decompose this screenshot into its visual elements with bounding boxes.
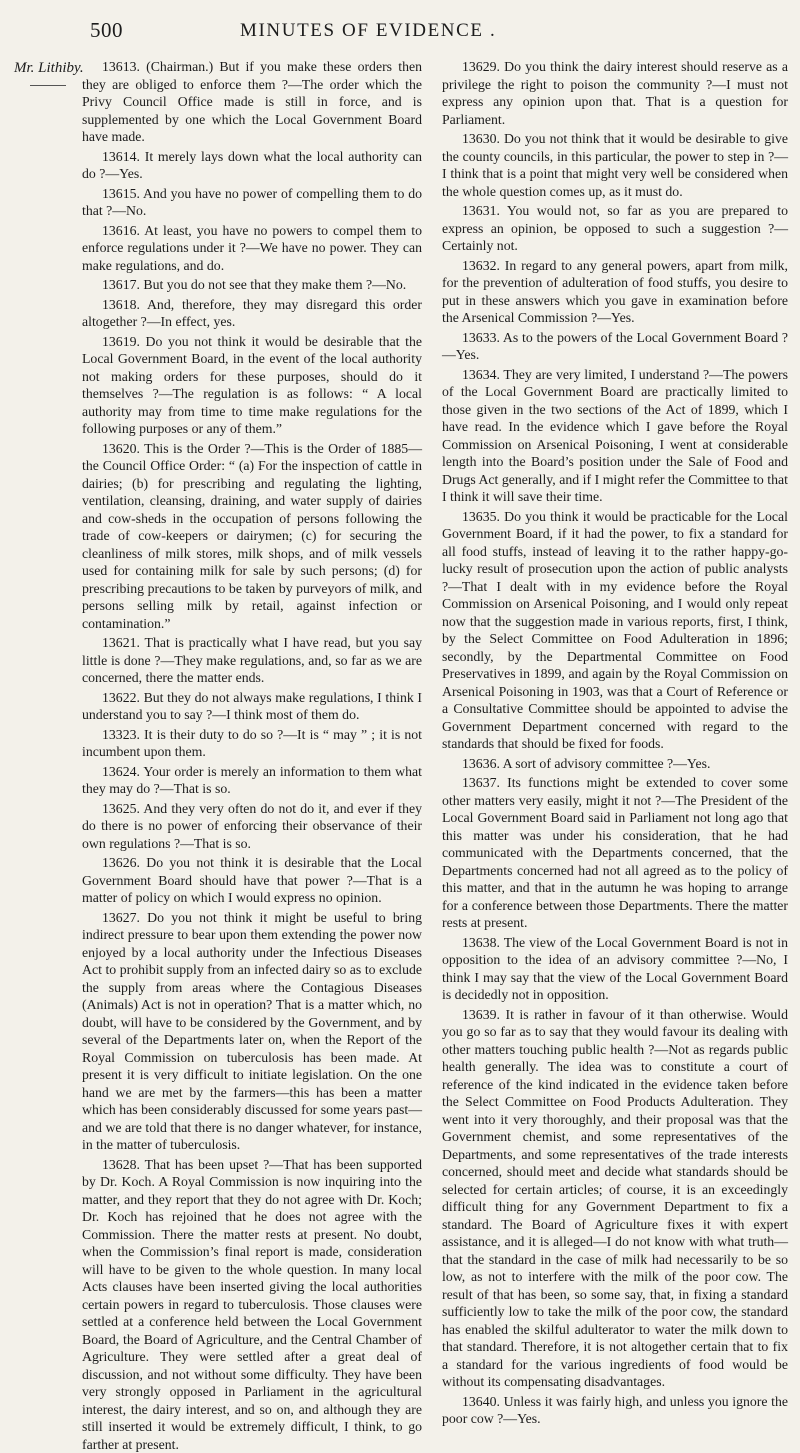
paragraph: 13640. Unless it was fairly high, and unless you ignore the poor cow ?—Yes. [442,1393,788,1428]
paragraph: 13323. It is their duty to do so ?—It is “ may ” ; it is not incumbent upon them. [82,726,422,761]
paragraph: 13639. It is rather in favour of it than otherwise. Would you go so far as to say that they would favour its dealing with other matters touching public health ?—Not as regards public health generally. The idea was to constitute a court of reference of the kind indicated in the evidence taken before the Select Committee on Food Products Adulteration. They went into it very thoroughly, and their proposal was that the Government chemist, and some representatives of the Departments, and some representatives of the trade interests concerned, should meet and decide what standards should be selected for certain articles; of course, it is an exceedingly difficult thing for any Government Department to fix a standard. The Board of Agriculture fixes it with expert assistance, and it is alleged—I do not know with what truth—that the standard in the case of milk had necessarily to be so low, as not to interfere with the milk of the poor cow. The result of that has been, so some say, that, in fixing a standard sufficiently low to take the milk of the poor cow, the standard has enabled the skilful adulterator to water the milk down to that standard. Therefore, it is not altogether certain that to fix a standard for the various ingredients of food would be without its compensating disadvantages. [442,1006,788,1391]
paragraph: 13624. Your order is merely an information to them what they may do ?—That is so. [82,763,422,798]
paragraph: 13634. They are very limited, I understand ?—The powers of the Local Government Board are practically limited to those given in the two sections of the Act of 1899, which I have read. In the evidence which I gave before the Royal Commission on Arsenical Poisoning, I went at considerable length into the Board’s position under the Sale of Food and Drugs Act generally, and if I might refer the Committee to that I think it will save their time. [442,366,788,506]
witness-margin-name: Mr. Lithiby. [14,60,84,77]
paragraph: 13626. Do you not think it is desirable that the Local Government Board should have that power ?—That is a matter of policy on which I would express no opinion. [82,854,422,907]
paragraph: 13614. It merely lays down what the local authority can do ?—Yes. [82,148,422,183]
paragraph: 13627. Do you not think it might be useful to bring indirect pressure to bear upon them extending the power now enjoyed by a local authority under the Infectious Diseases Act to prohibit supply from an infected dairy so as to exclude the supply from areas where the Contagious Diseases (Animals) Act is not in operation? That is a matter which, no doubt, will have to be considered by the Government, and by several of the Departments later on, when the Report of the Royal Commission on tuberculosis has been made. At present it is very difficult to initiate legislation. On the one hand we are met by the farmers—this has been a matter which has been considerably discussed for some years past—and we are told that there is no danger whatever, for instance, in the matter of tuberculosis. [82,909,422,1154]
right-column [442,58,788,1268]
left-column [82,58,422,1268]
paragraph: 13625. And they very often do not do it, and ever if they do there is no power of enforcing their observance of their own regulations ?—That is so. [82,800,422,853]
paragraph: 13637. Its functions might be extended to cover some other matters very easily, might it not ?—The President of the Local Government Board said in Parliament not long ago that this matter was under his consideration, that he had communicated with the Departments concerned, that the Departments concerned had not all agreed as to the policy of this matter, and that in the autumn he was hoping to arrange for a conference between those Departments. There the matter rests at present. [442,774,788,932]
paragraph: 13616. At least, you have no powers to compel them to enforce regulations under it ?—We have no power. They can make regulations, and do. [82,222,422,275]
paragraph: 13636. A sort of advisory committee ?—Yes. [442,755,788,773]
page-header [0,18,800,46]
paragraph: 13631. You would not, so far as you are prepared to express an opinion, be opposed to such a suggestion ?—Certainly not. [442,202,788,255]
paragraph: 13620. This is the Order ?—This is the Order of 1885—the Council Office Order: “ (a) For the inspection of cattle in dairies; (b) for prescribing and regulating the lighting, ventilation, cleansing, draining, and water supply of dairies and cow-sheds in the occupation of persons following the trade of cow-keepers or dairymen; (c) for securing the cleanliness of milk stores, milk shops, and of milk vessels used for containing milk for sale by such persons; (d) for prescribing precautions to be taken by purveyors of milk, and persons selling milk by retail, against infection or contamination.” [82,440,422,633]
paragraph: 13619. Do you not think it would be desirable that the Local Government Board, in the event of the local authority not making orders for these purposes, should do it themselves ?—The regulation is as follows: “ A local authority may from time to time make regulations for the following purposes or any of them.” [82,333,422,438]
paragraph: 13622. But they do not always make regulations, I think I understand you to say ?—I think most of them do. [82,689,422,724]
paragraph: 13618. And, therefore, they may disregard this order altogether ?—In effect, yes. [82,296,422,331]
paragraph: 13635. Do you think it would be practicable for the Local Government Board, if it had the power, to fix a standard for all food stuffs, instead of leaving it to the rather happy-go-lucky result of prosecution upon the action of public analysts ?—That I dealt with in my evidence before the Royal Commission on Arsenical Poisoning, and I would only repeat now that the suggestion made in various reports, first, I think, by the Select Committee on Food Adulteration in 1896; secondly, by the Departmental Committee on Food Preservatives in 1899, and again by the Royal Commission on Arsenical Poisoning in 1903, was that a Court of Reference or a Consultative Committee should be appointed to advise the Government Department concerned with regard to the standards that should be fixed for foods. [442,508,788,753]
paragraph: 13630. Do you not think that it would be desirable to give the county councils, in this particular, the power to step in ?—I think that is a point that might very well be considered when the whole question comes up, as it must do. [442,130,788,200]
paragraph: 13628. That has been upset ?—That has been supported by Dr. Koch. A Royal Commission is now inquiring into the matter, and they report that they do not agree with Dr. Koch; Dr. Koch has rejoined that he does not agree with the Commission. There the matter rests at present. No doubt, when the Commission’s final report is made, consideration will have to be given to the whole question. In many local Acts clauses have been inserted giving the local authorities certain powers in regard to tuberculosis. Those clauses were settled at a conference held between the Local Government Board, the Board of Agriculture, and the Central Chamber of Agriculture. They were settled after a great deal of discussion, and not without some difficulty. They have been very strongly opposed in Parliament in the agricultural interest, the dairy interest, and so on, and although they are still inserted it would be extremely difficult, I think, to go farther at present. [82,1156,422,1453]
paragraph: 13621. That is practically what I have read, but you say little is done ?—They make regulations, and, so far as we are concerned, there the matter ends. [82,634,422,687]
paragraph: 13613. (Chairman.) But if you make these orders then they are obliged to enforce them ?—The order which the Privy Council Office made is still in force, and is supplemented by one which the Local Government Board have made. [82,58,422,146]
paragraph: 13638. The view of the Local Government Board is not in opposition to the idea of an advisory committee ?—No, I think I may say that the view of the Local Government Board is decidedly not in opposition. [442,934,788,1004]
paragraph: 13615. And you have no power of compelling them to do that ?—No. [82,185,422,220]
running-title: MINUTES OF EVIDENCE . [240,20,496,42]
page-number: 500 [90,18,123,43]
paragraph: 13629. Do you think the dairy interest should reserve as a privilege the right to poison the community ?—I must not express any opinion upon that. That is a question for Parliament. [442,58,788,128]
paragraph: 13633. As to the powers of the Local Government Board ?—Yes. [442,329,788,364]
paragraph: 13617. But you do not see that they make them ?—No. [82,276,422,294]
margin-divider [30,85,66,86]
paragraph: 13632. In regard to any general powers, apart from milk, for the prevention of adulteration of food stuffs, you desire to put in these answers which you gave in examination before the Arsenical Commission ?—Yes. [442,257,788,327]
